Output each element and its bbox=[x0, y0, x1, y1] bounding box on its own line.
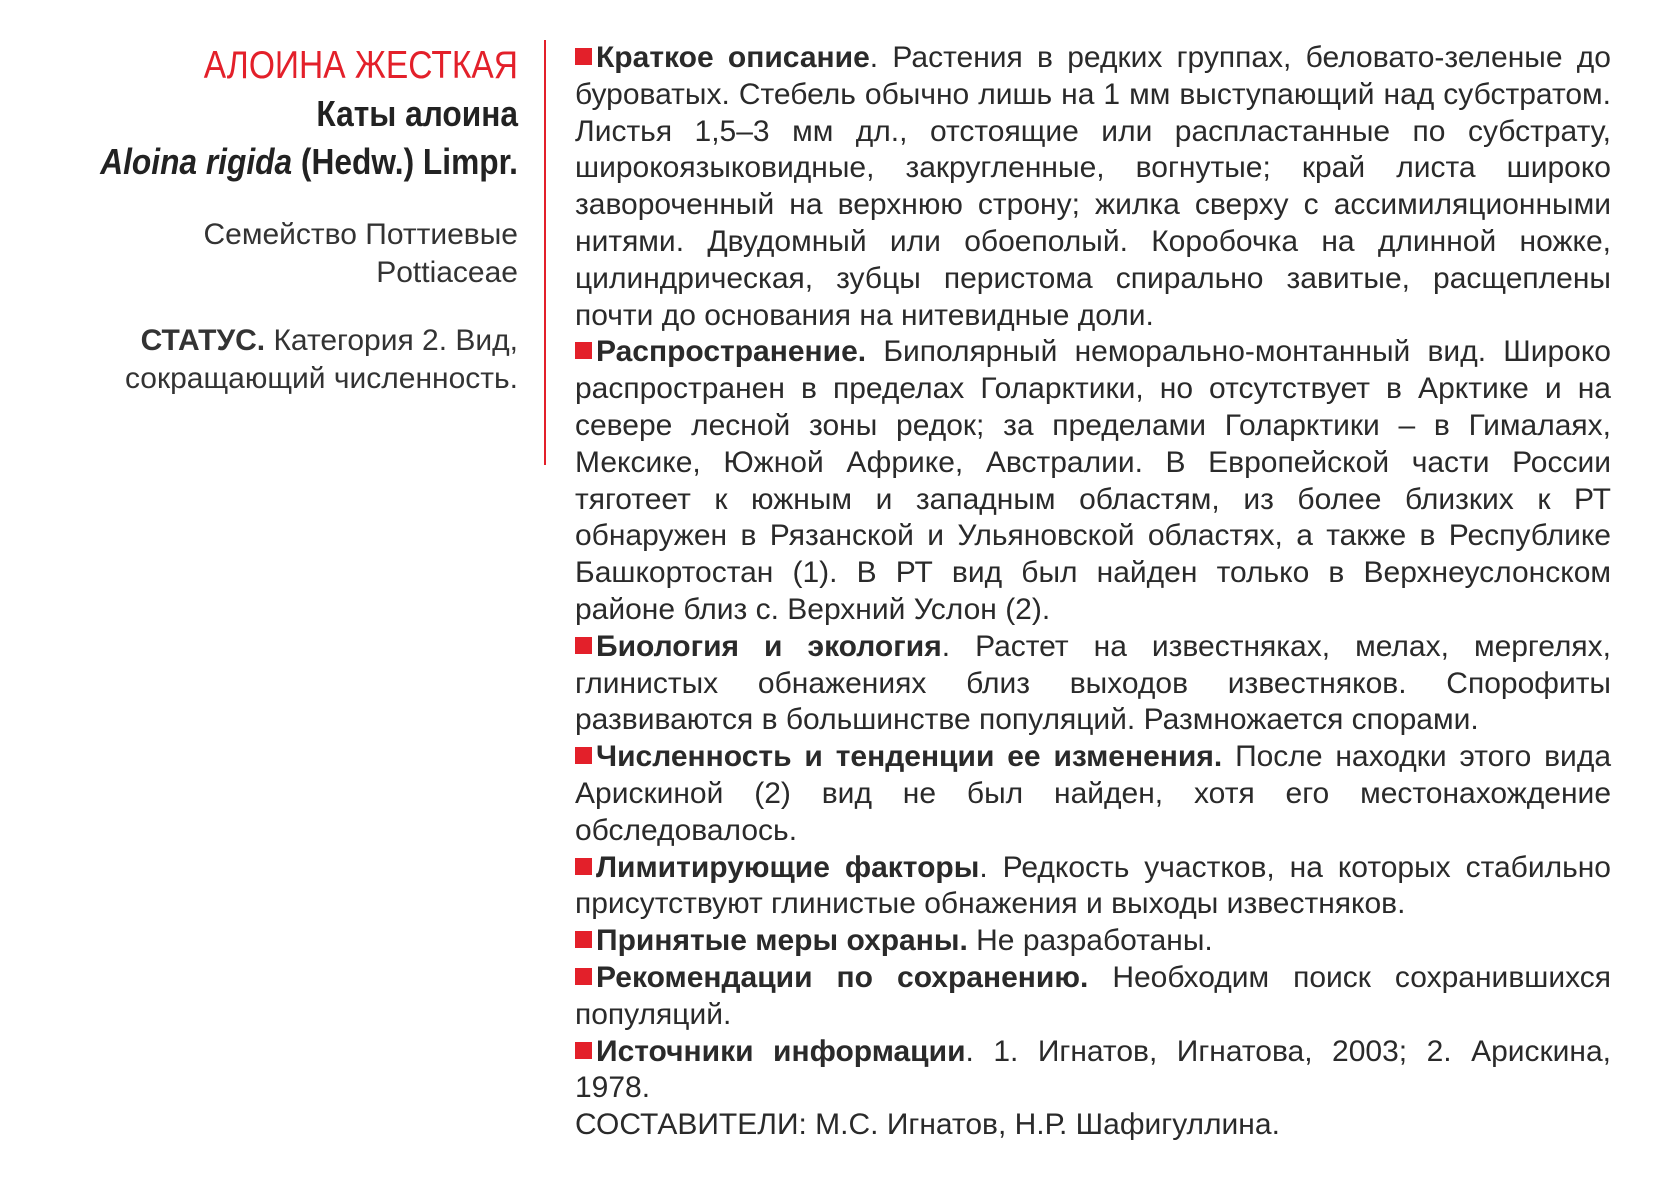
section-heading: Краткое описание bbox=[596, 41, 870, 74]
section-heading: Биология и экология bbox=[596, 629, 942, 663]
section-description bbox=[575, 40, 1611, 334]
species-name-latin bbox=[97, 138, 518, 186]
section-heading: Лимитирующие факторы bbox=[596, 850, 980, 884]
species-header bbox=[40, 42, 518, 398]
section-recommendations bbox=[575, 960, 1611, 1034]
section-text: Редкость участков, на которых стабильно присутствуют глинистые обнажения и выходы известняков. bbox=[575, 850, 1611, 921]
section-distribution bbox=[575, 334, 1611, 628]
section-punct: . bbox=[941, 629, 951, 663]
section-text: Растения в редких группах, беловато-зеленые до буроватых. Стебель обычно лишь на 1 мм выступающий над субстратом. Листья 1,5–3 мм дл., отстоящие или распластанные по субстрату, широкоязыковидные, закругленные, вогнутые; край листа широко завороченный на верхнюю строну; жилка сверху с ассимиляционными нитями. Двудомный или обоеполый. Коробочка на длинной ножке, цилиндрическая, зубцы перистома спирально завитые, расщеплены почти до основания на нитевидные доли. bbox=[575, 41, 1611, 332]
bullet-square-icon bbox=[575, 931, 592, 948]
bullet-square-icon bbox=[575, 1042, 592, 1059]
family-block bbox=[40, 216, 518, 292]
bullet-square-icon bbox=[575, 48, 592, 65]
section-text: Необходим поиск сохранившихся популяций. bbox=[575, 960, 1611, 1031]
section-text: Биполярный неморально-монтанный вид. Широко распространен в пределах Голарктики, но отсутствует в Арктике и на севере лесной зоны редок; за пределами Голарктики – в Гималаях, Мексике, Южной Африке, Австралии. В Европейской части России тяготеет к южным и западным областям, из более близких к РТ обнаружен в Рязанской и Ульяновской областях, а также в Республике Башкортостан (1). В РТ вид был найден только в Верхнеуслонском районе близ с. Верхний Услон (2). bbox=[575, 335, 1611, 626]
family-name-latin: Pottiaceae bbox=[376, 256, 518, 289]
section-heading: Источники информации bbox=[596, 1034, 966, 1068]
bullet-square-icon bbox=[575, 342, 592, 359]
status-text: Категория 2. Вид, сокращающий численность. bbox=[124, 324, 518, 395]
authors: СОСТАВИТЕЛИ: М.С. Игнатов, Н.Р. Шафигуллина. bbox=[575, 1108, 1280, 1142]
section-biology bbox=[575, 629, 1611, 739]
species-description bbox=[575, 40, 1611, 1144]
section-punct: . bbox=[965, 1034, 974, 1068]
family-name-ru: Семейство Поттиевые bbox=[203, 218, 518, 251]
section-limiting-factors bbox=[575, 850, 1611, 924]
section-heading: Распространение. bbox=[596, 335, 867, 369]
section-protection-measures bbox=[575, 923, 1611, 960]
latin-author: (Hedw.) Limpr. bbox=[300, 141, 518, 182]
section-text: 1. Игнатов, Игнатова, 2003; 2. Арискина, 1978. bbox=[575, 1034, 1611, 1105]
section-punct: . bbox=[979, 850, 988, 884]
section-heading: Рекомендации по сохранению. bbox=[596, 960, 1089, 994]
section-text: Не разработаны. bbox=[976, 924, 1213, 958]
section-punct: . bbox=[869, 41, 879, 74]
status-block bbox=[40, 322, 518, 398]
bullet-square-icon bbox=[575, 858, 592, 875]
bullet-square-icon bbox=[575, 637, 592, 654]
status-label: СТАТУС. bbox=[140, 324, 266, 357]
section-heading: Численность и тенденции ее изменения. bbox=[596, 740, 1223, 774]
section-abundance bbox=[575, 739, 1611, 849]
bullet-square-icon bbox=[575, 968, 592, 985]
latin-binomial: Aloina rigida bbox=[100, 141, 293, 182]
bullet-square-icon bbox=[575, 747, 592, 764]
section-heading: Принятые меры охраны. bbox=[596, 924, 968, 958]
species-name-tatar: Каты алоина bbox=[316, 93, 518, 134]
section-sources bbox=[575, 1034, 1611, 1108]
vertical-divider bbox=[544, 40, 546, 465]
section-text: Растет на известняках, мелах, мергелях, глинистых обнажениях близ выходов известняков. Спорофиты развиваются в большинстве популяций. Размножается спорами. bbox=[575, 629, 1611, 737]
section-text: После находки этого вида Арискиной (2) вид не был найден, хотя его местонахождение обследовалось. bbox=[575, 740, 1612, 847]
species-name-ru: АЛОИНА ЖЕСТКАЯ bbox=[203, 44, 518, 87]
